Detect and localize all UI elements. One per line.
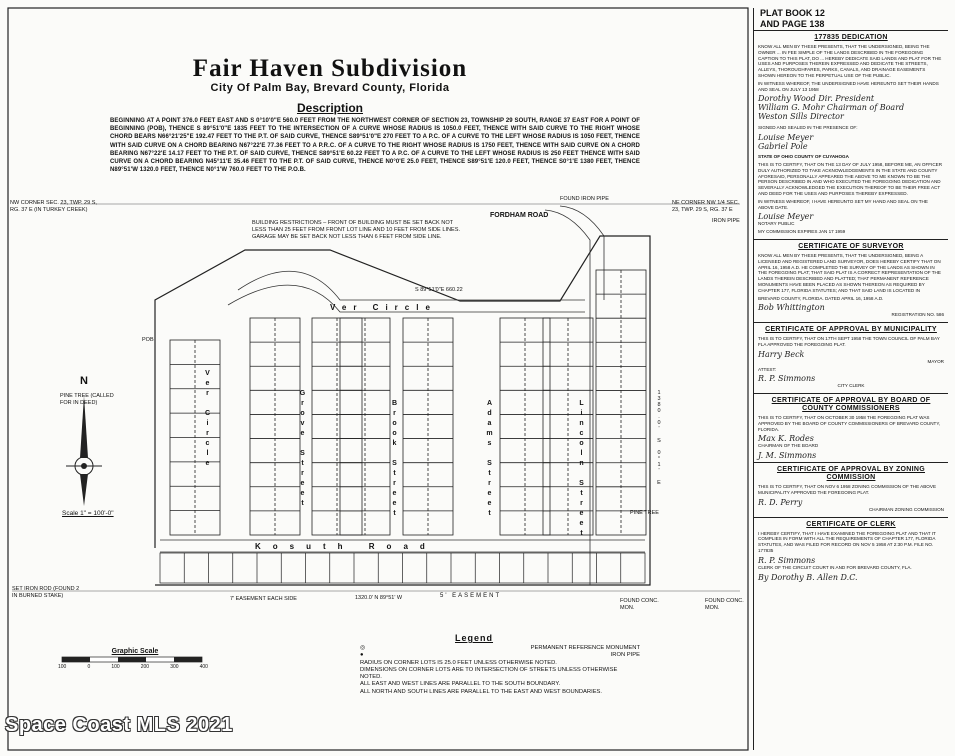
circuit-clerk-label: CLERK OF THE CIRCUIT COURT IN AND FOR BREVARD COUNTY, FLA.	[758, 564, 912, 570]
street-grove: Grove Street	[299, 390, 306, 510]
bearing-top-label: S 89°51'0"E 660.22	[415, 287, 463, 293]
signature: Dorothy Wood Dir. President	[758, 94, 875, 104]
easement-5-label: 5' EASEMENT	[440, 593, 502, 599]
legend-item-iron-pipe: ● IRON PIPE	[360, 652, 640, 659]
iron-pipe-label: IRON PIPE	[712, 218, 740, 224]
witness-signature: Louise Meyer	[758, 133, 814, 143]
zoning-text: THIS IS TO CERTIFY, THAT ON NOV 6 1958 ZONING COMMISSION OF THE ABOVE MUNICIPALITY APPROVED THE FOREGOING PLAT.	[758, 484, 937, 496]
chairman-label: CHAIRMAN OF THE BOARD	[758, 443, 819, 449]
clerk-section	[754, 517, 948, 584]
easement-each-side-label: 7' EASEMENT EACH SIDE	[230, 596, 297, 602]
plat-title: Fair Haven Subdivision	[192, 55, 468, 82]
found-conc-mon-b: FOUND CONC. MON.	[705, 598, 744, 611]
city-clerk-signature: R. P. Simmons	[758, 374, 816, 384]
signature: Weston Sills Director	[758, 112, 844, 122]
plat-subtitle: City Of Palm Bay, Brevard County, Florida	[210, 82, 450, 94]
surveyor-signature: Bob Whittington	[758, 303, 825, 313]
legend-note: ALL EAST AND WEST LINES ARE PARALLEL TO THE SOUTH BOUNDARY.	[360, 681, 561, 688]
attest-label: ATTEST:	[758, 366, 777, 372]
description-heading: Description	[296, 101, 363, 115]
zoning-title: CERTIFICATE OF APPROVAL BY ZONING COMMISSION	[777, 466, 925, 482]
notary-witness: IN WITNESS WHEREOF, I HAVE HEREUNTO SET MY HAND AND SEAL ON THE ABOVE DATE.	[758, 198, 928, 210]
found-conc-mon-a: FOUND CONC. MON.	[620, 598, 659, 611]
county-attest-signature: J. M. Simmons	[758, 451, 817, 461]
graphic-scale-ticks: 100 0 100 200 300 400	[58, 664, 208, 670]
signature: William G. Mohr Chairman of Board	[758, 103, 905, 113]
dedication-title: DEDICATION	[841, 34, 888, 41]
dedication-number: 177835	[814, 34, 840, 41]
county-title: CERTIFICATE OF APPROVAL BY BOARD OF COUNTY COMMISSIONERS	[771, 397, 931, 413]
bearing-bottom-label: 1320.0' N 89°51' W	[355, 595, 403, 601]
plat-page: AND PAGE 138	[760, 19, 825, 29]
legend-item-monument: ◎ PERMANENT REFERENCE MONUMENT	[360, 645, 640, 651]
street-ver-circle-top: Ver Circle	[330, 303, 437, 312]
zoning-label: CHAIRMAN ZONING COMMISSION	[868, 506, 944, 512]
street-fordham-road: FORDHAM ROAD	[490, 212, 549, 219]
registration: REGISTRATION NO. 586	[891, 312, 944, 318]
set-iron-rod-label: SET IRON ROD (FOUND 2 IN BURNED STAKE)	[12, 586, 80, 599]
street-lincoln: Lincoln Street	[578, 400, 585, 540]
notary-text: THIS IS TO CERTIFY, THAT ON THE 13 DAY OF JULY 1958, BEFORE ME, AN OFFICER DULY AUTHORIZED TO TAKE ACKNOWLEDGEMENTS IN THE STATE AND COUNTY AFORESAID, PERSONALLY APPEARED THE ABOVE TO ME KNOWN TO BE THE PERSON DESCRIBED IN AND WHO EXECUTED THE FOREGOING DEDICATION AND SEVERALLY ACKNOWLEDGED THE EXECUTION THEREOF TO BE THEIR FREE ACT AND DEED FOR THE USES AND PURPOSES THEREBY EXPRESSED.	[758, 161, 943, 196]
scale-label: Scale 1" = 100'-0"	[62, 510, 114, 517]
compass-n-label: N	[80, 375, 88, 387]
street-kosuth-road: Kosuth Road	[255, 542, 437, 551]
dedication-text: KNOW ALL MEN BY THESE PRESENTS, THAT THE UNDERSIGNED, BEING THE OWNER ... IN FEE SIMPLE OF THE LANDS DESCRIBED IN THE FOREGOING CAPTION TO THIS PLAT, DO ... HEREBY DEDICATE SAID LANDS AND PLAT FOR THE USES AND PURPOSES THEREIN EXPRESSED AND DEDICATE THE STREETS, ALLEYS, THOROUGHFARES, PARKS, CANALS, AND DRAINAGE EASEMENTS SHOWN HEREON TO THE PERPETUAL USE OF THE PUBLIC.	[758, 44, 942, 78]
plat-book: PLAT BOOK 12	[760, 8, 825, 18]
watermark: Space Coast MLS 2021	[5, 714, 233, 736]
nw-corner-left-label: NW CORNER SEC. 23, TWP. 29 S, RG. 37 E (IN TURKEY CREEK)	[10, 200, 97, 213]
pob-label: POB	[142, 337, 154, 343]
zoning-signature: R. D. Perry	[758, 497, 803, 507]
municipality-text: THIS IS TO CERTIFY, THAT ON 17TH SEPT 1958 THE TOWN COUNCIL OF PALM BAY FLA APPROVED THE FOREGOING PLAT.	[758, 336, 940, 347]
circuit-clerk-signature: R. P. Simmons	[758, 555, 816, 565]
street-brook: Brook Street	[391, 400, 398, 520]
county-section	[754, 393, 948, 462]
municipality-section	[754, 322, 948, 393]
ne-corner-label: NE CORNER NW 1/4 SEC. 23, TWP. 29 S, RG. 37 E	[672, 200, 740, 213]
graphic-scale	[60, 648, 210, 655]
building-restrictions: BUILDING RESTRICTIONS – FRONT OF BUILDING MUST BE SET BACK NOT LESS THAN 25 FEET FROM FRONT LOT LINE AND 10 FEET FROM SIDE LINES. GARAGE MAY BE SET BACK NOT LESS THAN 6 FEET FROM SIDE LINE.	[252, 220, 461, 240]
city-clerk-label: CITY CLERK	[837, 383, 865, 389]
pine-tree-left-label: PINE TREE (CALLED FOR IN DEED)	[60, 393, 114, 406]
commission-expires: MY COMMISSION EXPIRES JAN 17 1959	[758, 229, 846, 235]
surveyor-title: CERTIFICATE OF SURVEYOR	[798, 242, 904, 250]
legend-title: Legend	[455, 633, 494, 643]
graphic-scale-title: Graphic Scale	[111, 648, 159, 655]
notary-signature: Louise Meyer	[758, 212, 814, 222]
street-adams: Adams Street	[486, 400, 493, 520]
legend	[360, 645, 640, 696]
mayor-signature: Harry Beck	[758, 349, 805, 359]
certificate-panel	[753, 8, 948, 750]
legend-note: RADIUS ON CORNER LOTS IS 25.0 FEET UNLESS OTHERWISE NOTED.	[360, 659, 557, 666]
clerk-title: CERTIFICATE OF CLERK	[806, 520, 896, 528]
street-ver-circle-west: Ver Circle	[204, 370, 211, 470]
notary-label: NOTARY PUBLIC	[758, 221, 795, 227]
surveyor-section	[754, 239, 948, 322]
pine-tree-right-label: PINE TREE	[630, 510, 659, 516]
chairman-signature: Max K. Rodes	[758, 434, 814, 444]
east-length-label: 1380.0' S 0°1' E	[656, 390, 662, 486]
witness-label: SIGNED AND SEALED IN THE PRESENCE OF:	[758, 125, 858, 131]
legend-note: ALL NORTH AND SOUTH LINES ARE PARALLEL TO THE EAST AND WEST BOUNDARIES.	[360, 688, 603, 695]
state-county: STATE OF OHIO COUNTY OF CUYAHOGA	[758, 154, 849, 160]
surveyor-place: BREVARD COUNTY, FLORIDA. DATED APRIL 16, 1958 A.D.	[758, 295, 884, 301]
witness-text: IN WITNESS WHEREOF, THE UNDERSIGNED HAVE HEREUNTO SET THEIR HANDS AND SEAL ON JULY 13 1958	[758, 80, 939, 92]
dedication-section	[754, 30, 948, 239]
surveyor-text: KNOW ALL MEN BY THESE PRESENTS, THAT THE UNDERSIGNED, BEING A LICENSED AND REGISTERED LAND SURVEYOR, DOES HEREBY CERTIFY THAT ON APRIL 16, 1958 A.D. HE COMPLETED THE SURVEY OF THE LANDS AS SHOWN IN THE FOREGOING PLAT; THAT SAID PLAT IS A CORRECT REPRESENTATION OF THE LANDS THEREIN DESCRIBED AND PLATTED; THAT PERMANENT REFERENCE MONUMENTS HAVE BEEN PLACED AS SHOWN THEREON AS REQUIRED BY CHAPTER 177, FLORIDA STATUTES; AND THAT SAID LAND IS LOCATED IN	[758, 252, 941, 293]
mayor-label: MAYOR	[927, 358, 944, 364]
clerk-text: I HEREBY CERTIFY, THAT I HAVE EXAMINED THE FOREGOING PLAT AND THAT IT COMPLIES IN FORM WITH ALL THE REQUIREMENTS OF CHAPTER 177, FLORIDA STATUTES, AND WAS FILED FOR RECORD ON NOV 5 1958 AT 2:30 P.M. FILE NO. 177835	[758, 530, 936, 554]
found-iron-pipe-label: FOUND IRON PIPE	[560, 196, 609, 202]
deputy-signature: By Dorothy B. Allen D.C.	[758, 572, 858, 582]
county-text: THIS IS TO CERTIFY, THAT ON OCTOBER 30 1958 THE FOREGOING PLAT WAS APPROVED BY THE BOARD OF COUNTY COMMISSIONERS OF BREVARD COUNTY, FLORIDA.	[758, 415, 941, 432]
monument-symbol: ◎	[360, 645, 366, 651]
legend-note: DIMENSIONS ON CORNER LOTS ARE TO INTERSECTION OF STREETS UNLESS OTHERWISE NOTED.	[360, 666, 618, 681]
description-text: BEGINNING AT A POINT 376.0 FEET EAST AND S 0°10'0"E 560.0 FEET FROM THE NORTHWEST CORNER OF SECTION 23, TOWNSHIP 29 SOUTH, RANGE 37 EAST FOR A POINT OF BEGINNING (POB), THENCE S 89°51'0"E 1835 FEET TO THE INTERSECTION OF A CURVE WHOSE RADIUS IS 1050.0 FEET, THENCE WITH SAID CURVE TO THE RIGHT WHOSE CHORD BEARS N66°21'25"E 192.47 FEET TO THE P.T. OF SAID CURVE, THENCE S89°51'0"E 270 FEET TO A P.C. OF A CURVE TO THE LEFT WHOSE RADIUS IS 1050 FEET, THENCE WITH SAID CURVE ON A CHORD BEARING N67°22'E 77.36 FEET TO A P.R.C. OF A CURVE TO THE RIGHT WHOSE RADIUS IS 1750 FEET, THENCE WITH SAID CURVE ON A CHORD BEARING N67°22'E 14.17 FEET TO THE P.T. OF SAID CURVE, THENCE S89°51'E 60.22 FEET TO A P.C. OF A CURVE TO THE LEFT WHOSE RADIUS IS 250 FEET THENCE WITH SAID CURVE ON A CHORD BEARING N45°11'E 35.46 FEET TO THE P.T. OF SAID CURVE, THENCE N0°0'E 25.0 FEET, THENCE S89°51'E 120.0 FEET, THENCE S0°1'E 1380 FEET, THENCE N89°51'W 1320.0 FEET, THENCE N0°1'W 760.0 FEET TO THE P.O.B.	[110, 118, 640, 174]
zoning-section	[754, 462, 948, 516]
witness-signature: Gabriel Pole	[758, 142, 808, 152]
municipality-title: CERTIFICATE OF APPROVAL BY MUNICIPALITY	[765, 326, 937, 334]
iron-pipe-symbol: ●	[360, 652, 364, 659]
